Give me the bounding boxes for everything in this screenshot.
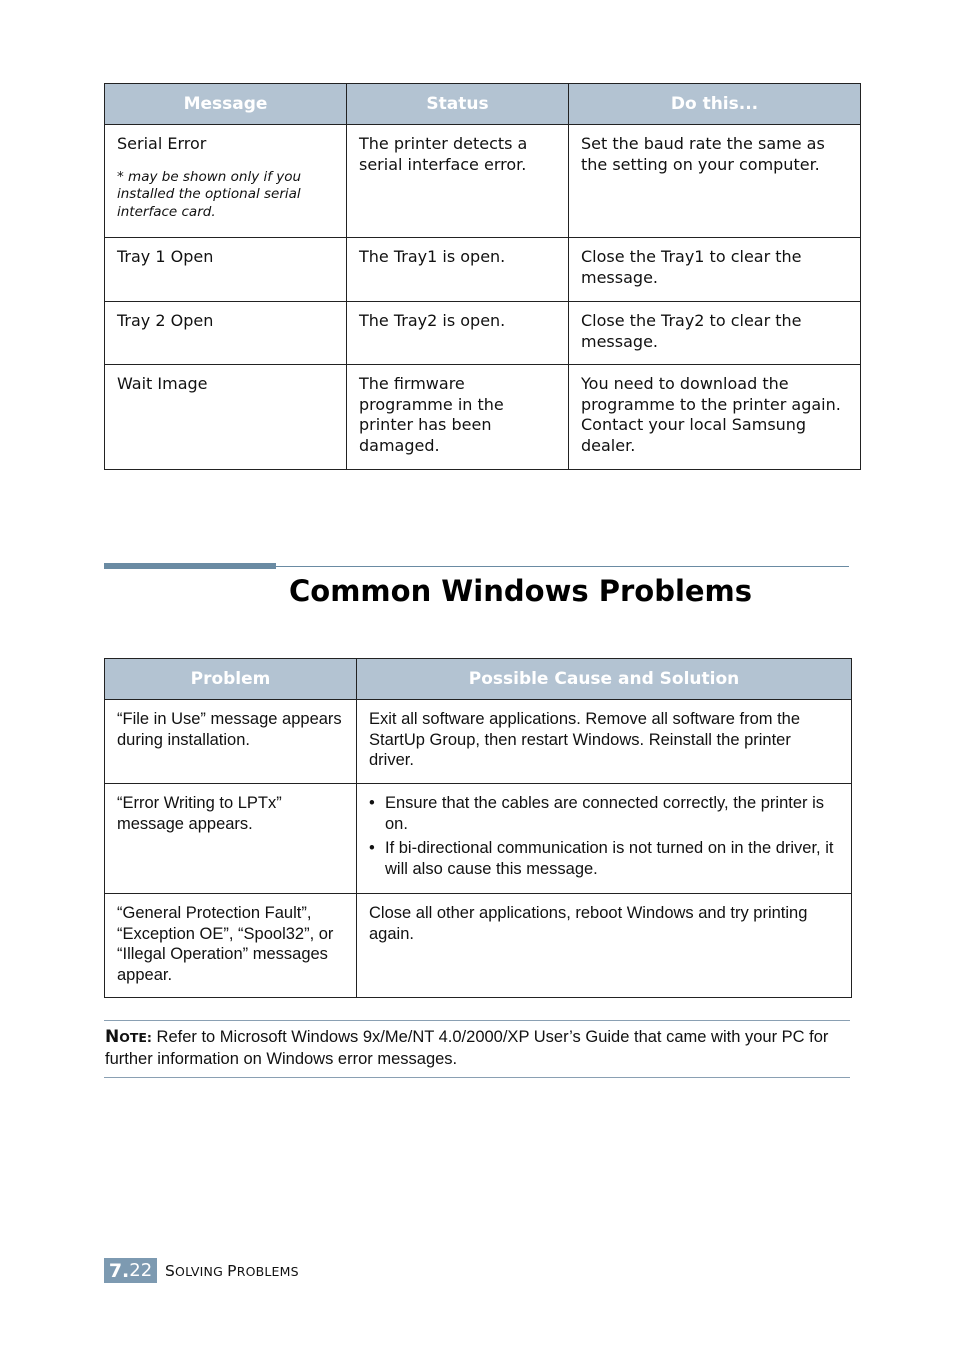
status-cell: The firmware programme in the printer has been damaged. [347, 365, 569, 470]
action-cell: Set the baud rate the same as the setting on your computer. [569, 125, 861, 238]
problems-table-header [105, 659, 852, 700]
table-row [105, 125, 861, 238]
note-label [105, 1027, 152, 1046]
header-status: Status [347, 84, 569, 125]
status-cell: The printer detects a serial interface error. [347, 125, 569, 238]
chapter-title-part: ROBLEMS [236, 1263, 299, 1279]
section-rule-accent [104, 563, 276, 569]
header-solution: Possible Cause and Solution [357, 659, 852, 700]
action-cell: Close the Tray1 to clear the message. [569, 238, 861, 302]
note-label-initial: N [105, 1027, 120, 1047]
table-row [105, 238, 861, 302]
solution-cell: Close all other applications, reboot Windows and try printing again. [357, 894, 852, 998]
header-problem: Problem [105, 659, 357, 700]
chapter-title-part: P [227, 1261, 237, 1280]
problems-table [104, 658, 852, 998]
message-cell [105, 125, 347, 238]
page-number-badge [104, 1258, 157, 1283]
message-text: Serial Error [117, 134, 207, 153]
chapter-title-part: S [165, 1261, 176, 1280]
messages-table [104, 83, 861, 470]
list-item: • If bi-directional communication is not turned on in the driver, it will also cause this message. [369, 838, 839, 879]
message-cell: Tray 1 Open [105, 238, 347, 302]
problem-cell: “Error Writing to LPTx” message appears. [105, 784, 357, 894]
message-cell: Tray 2 Open [105, 302, 347, 365]
problem-cell: “General Protection Fault”, “Exception OE”, “Spool32”, or “Illegal Operation” messages appear. [105, 894, 357, 998]
solution-cell: Exit all software applications. Remove all software from the StartUp Group, then restart Windows. Reinstall the printer driver. [357, 700, 852, 784]
action-cell: Close the Tray2 to clear the message. [569, 302, 861, 365]
page-footer [104, 1258, 299, 1283]
table-row [105, 302, 861, 365]
action-cell: You need to download the programme to the printer again. Contact your local Samsung dealer. [569, 365, 861, 470]
solution-cell [357, 784, 852, 894]
message-cell: Wait Image [105, 365, 347, 470]
note-text: Refer to Microsoft Windows 9x/Me/NT 4.0/2000/XP User’s Guide that came with your PC for further information on Windows error messages. [105, 1028, 829, 1068]
table-row [105, 365, 861, 470]
status-cell: The Tray2 is open. [347, 302, 569, 365]
table-row [105, 784, 852, 894]
section-title: Common Windows Problems [289, 574, 753, 608]
header-message: Message [105, 84, 347, 125]
chapter-title [165, 1262, 299, 1280]
chapter-number: 7. [108, 1259, 130, 1282]
section-rule [276, 566, 849, 567]
chapter-title-part: OLVING [175, 1263, 228, 1279]
table-row [105, 700, 852, 784]
note-label-rest: OTE: [119, 1030, 152, 1045]
list-item: • Ensure that the cables are connected correctly, the printer is on. [369, 793, 839, 834]
problem-cell: “File in Use” message appears during installation. [105, 700, 357, 784]
header-do-this: Do this... [569, 84, 861, 125]
note-box [104, 1020, 850, 1078]
message-footnote: * may be shown only if you installed the optional serial interface card. [117, 168, 302, 220]
messages-table-header [105, 84, 861, 125]
page-number: 22 [129, 1260, 153, 1281]
table-row [105, 894, 852, 998]
status-cell: The Tray1 is open. [347, 238, 569, 302]
solution-bullet-list [369, 793, 839, 879]
